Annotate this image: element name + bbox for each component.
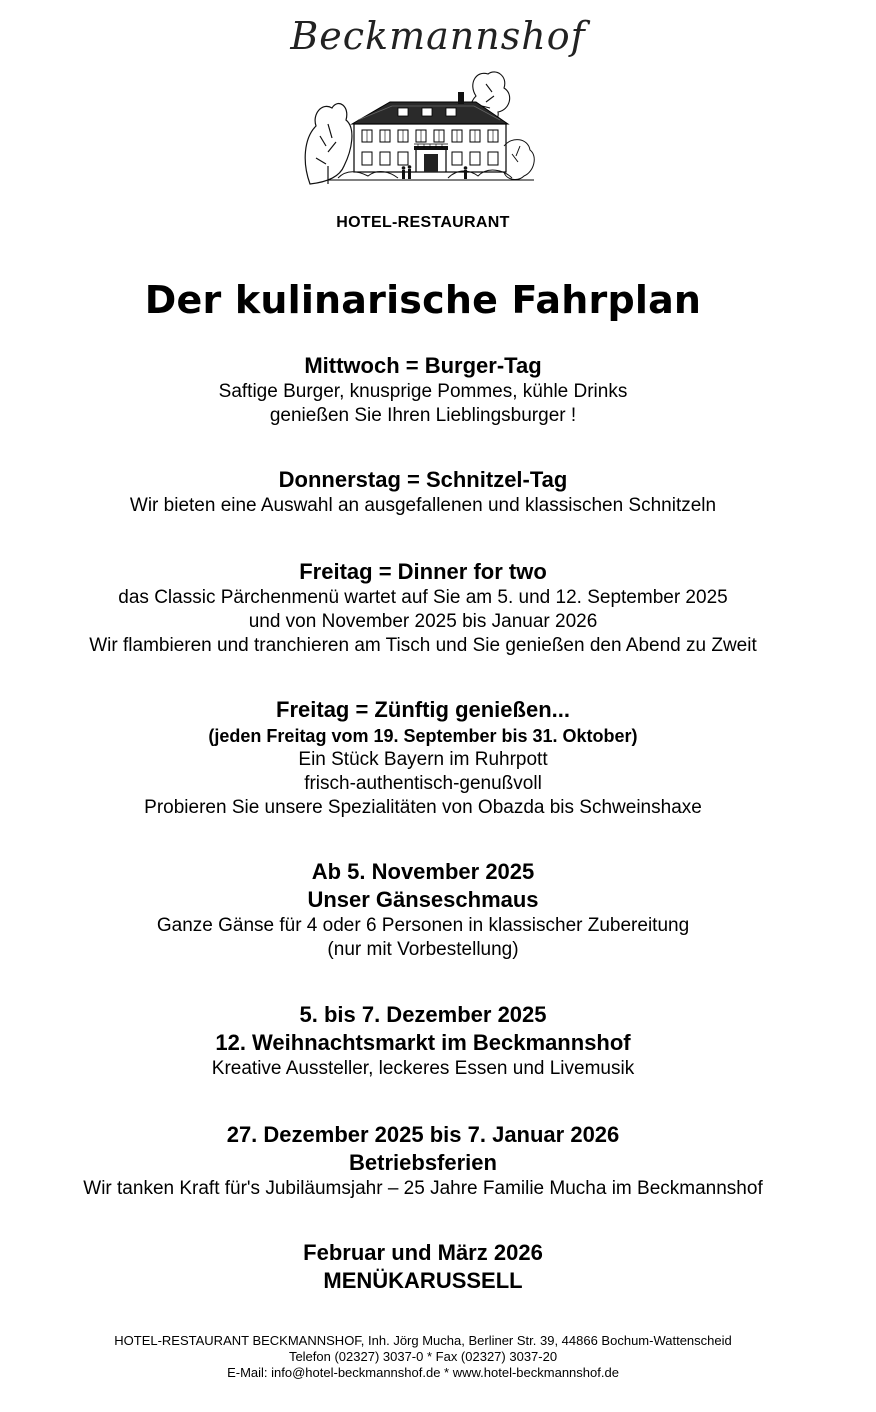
section-weihnachtsmarkt — [0, 1001, 846, 1081]
section-heading: Donnerstag = Schnitzel-Tag — [278, 467, 568, 492]
section-line: Kreative Aussteller, leckeres Essen und Livemusik — [211, 1058, 635, 1079]
section-schnitzel-tag — [0, 466, 846, 518]
section-heading-secondary: Betriebsferien — [349, 1150, 497, 1175]
section-heading-secondary: MENÜKARUSSELL — [323, 1268, 523, 1293]
section-menuekarussell — [0, 1239, 846, 1295]
section-line: Wir bieten eine Auswahl an ausgefallenen und klassischen Schnitzeln — [129, 495, 717, 516]
section-heading-secondary: 12. Weihnachtsmarkt im Beckmannshof — [215, 1030, 631, 1055]
section-betriebsferien — [0, 1121, 846, 1201]
logo-script-name: Beckmannshof — [290, 14, 586, 58]
section-gaenseschmaus — [0, 858, 846, 962]
footer-address: HOTEL-RESTAURANT BECKMANNSHOF, Inh. Jörg Mucha, Berliner Str. 39, 44866 Bochum-Wattenscheid — [114, 1333, 732, 1348]
section-line: Wir flambieren und tranchieren am Tisch und Sie genießen den Abend zu Zweit — [89, 635, 757, 656]
section-heading: 5. bis 7. Dezember 2025 — [299, 1002, 547, 1027]
section-burger-tag — [0, 352, 846, 428]
section-line: genießen Sie Ihren Lieblingsburger ! — [269, 405, 577, 426]
section-line: Ein Stück Bayern im Ruhrpott — [298, 749, 548, 770]
section-line: Saftige Burger, knusprige Pommes, kühle Drinks — [218, 381, 628, 402]
footer — [0, 1333, 846, 1381]
section-line: Wir tanken Kraft für's Jubiläumsjahr – 25 Jahre Familie Mucha im Beckmannshof — [83, 1178, 763, 1199]
section-subheading: (jeden Freitag vom 19. September bis 31. Oktober) — [208, 726, 638, 746]
section-heading: Freitag = Zünftig genießen... — [276, 697, 570, 722]
section-heading: 27. Dezember 2025 bis 7. Januar 2026 — [226, 1122, 620, 1147]
section-heading: Februar und März 2026 — [303, 1240, 543, 1265]
footer-phone: Telefon (02327) 3037-0 * Fax (02327) 3037-20 — [288, 1349, 558, 1364]
section-zuenftig-geniessen — [0, 696, 846, 820]
section-line: (nur mit Vorbestellung) — [327, 939, 519, 960]
section-line: Ganze Gänse für 4 oder 6 Personen in klassischer Zubereitung — [156, 915, 690, 936]
section-heading: Freitag = Dinner for two — [299, 559, 547, 584]
page-title: Der kulinarische Fahrplan — [144, 278, 702, 322]
section-heading-secondary: Unser Gänseschmaus — [307, 887, 539, 912]
section-dinner-for-two — [0, 558, 846, 658]
beckmannshof-logo — [288, 10, 588, 200]
section-heading: Mittwoch = Burger-Tag — [304, 353, 542, 378]
section-line: und von November 2025 bis Januar 2026 — [248, 611, 598, 632]
hotel-building-icon — [298, 66, 548, 191]
section-line: Probieren Sie unsere Spezialitäten von Obazda bis Schweinshaxe — [144, 797, 702, 818]
section-heading: Ab 5. November 2025 — [311, 859, 535, 884]
section-line: frisch-authentisch-genußvoll — [304, 773, 542, 794]
hotel-restaurant-label: HOTEL-RESTAURANT — [336, 214, 510, 231]
section-line: das Classic Pärchenmenü wartet auf Sie am 5. und 12. September 2025 — [118, 587, 728, 608]
footer-contact: E-Mail: info@hotel-beckmannshof.de * www.hotel-beckmannshof.de — [227, 1365, 619, 1380]
